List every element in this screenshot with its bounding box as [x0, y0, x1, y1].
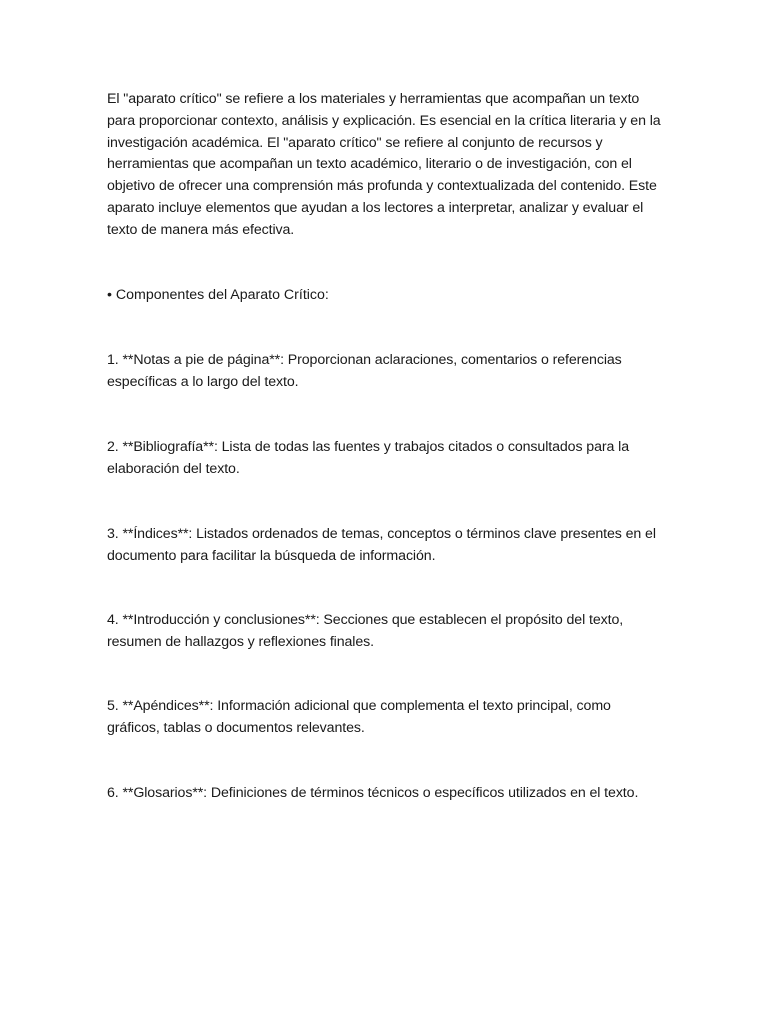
intro-paragraph: El "aparato crítico" se refiere a los materiales y herramientas que acompañan un texto para proporcionar contexto, análisis y explicación. Es esencial en la crítica literaria y en la investigación académica. El "aparato crítico" se refiere al conjunto de recursos y herramientas que acompañan un texto académico, literario o de investigación, con el objetivo de ofrecer una comprensión más profunda y contextualizada del contenido. Este aparato incluye elementos que ayudan a los lectores a interpretar, analizar y evaluar el texto de manera más efectiva. — [107, 91, 661, 238]
document-page — [107, 89, 663, 801]
list-item: 1. **Notas a pie de página**: Proporcionan aclaraciones, comentarios o referencias específicas a lo largo del texto. — [107, 352, 622, 390]
list-item: 3. **Índices**: Listados ordenados de temas, conceptos o términos clave presentes en el documento para facilitar la búsqueda de información. — [107, 526, 656, 564]
list-item: 4. **Introducción y conclusiones**: Secciones que establecen el propósito del texto, resumen de hallazgos y reflexiones finales. — [107, 612, 624, 650]
list-item: 2. **Bibliografía**: Lista de todas las fuentes y trabajos citados o consultados para la elaboración del texto. — [107, 439, 629, 477]
list-item: 6. **Glosarios**: Definiciones de términos técnicos o específicos utilizados en el texto. — [107, 785, 639, 801]
list-item: 5. **Apéndices**: Información adicional que complementa el texto principal, como gráficos, tablas o documentos relevantes. — [107, 698, 611, 736]
section-heading: • Componentes del Aparato Crítico: — [107, 287, 329, 303]
